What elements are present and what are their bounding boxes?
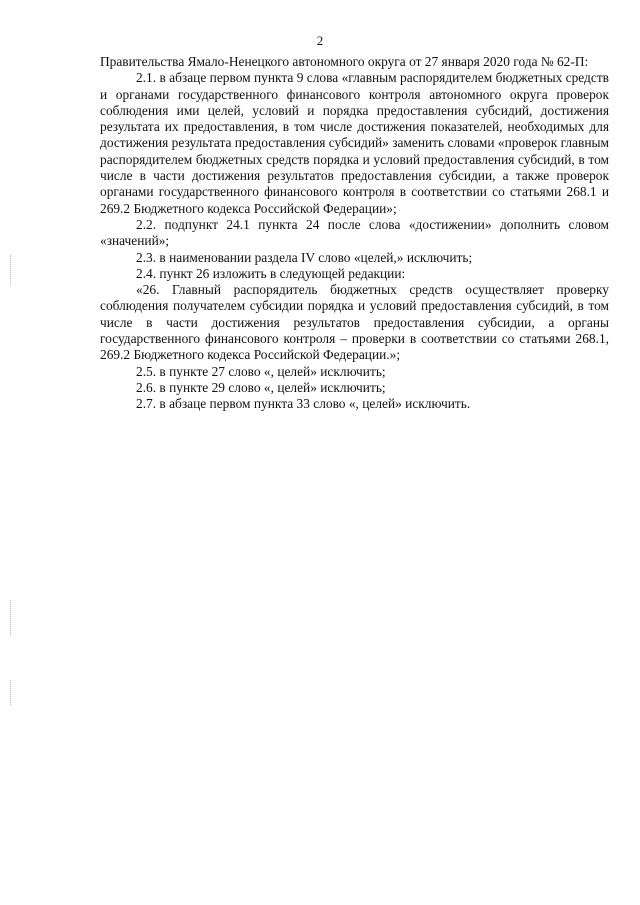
paragraph-item-26-text: «26. Главный распорядитель бюджетных средств осуществляет проверку соблюдения получателем субсидии порядка и условий предоставления субсидий, в том числе в части достижения результатов предоставления субсидии, а органы государственного финансового контроля – проверки в соответствии со статьями 268.1, 269.2 Бюджетного кодекса Российской Федерации.»; xyxy=(100,282,609,363)
paragraph-item-2-1: 2.1. в абзаце первом пункта 9 слова «главным распорядителем бюджетных средств и органами государственного финансового контроля автономного округа проверок соблюдения ими целей, условий и порядка предоставления субсидий, достижения результата их предоставления, в том числе достижения показателей, необходимых для достижения результата предоставления субсидий» заменить словами «проверок главным распорядителем бюджетных средств порядка и условий предоставления субсидий, в том числе в части достижения результатов предоставления субсидии, а также проверок органами государственного финансового контроля в соответствии со статьями 268.1 и 269.2 Бюджетного кодекса Российской Федерации»; xyxy=(100,70,609,216)
scan-margin-mark xyxy=(10,600,12,635)
document-body xyxy=(100,54,609,413)
paragraph-decree-reference: Правительства Ямало-Ненецкого автономного округа от 27 января 2020 года № 62-П: xyxy=(100,54,589,69)
paragraph-item-2-7: 2.7. в абзаце первом пункта 33 слово «, целей» исключить. xyxy=(136,396,471,412)
paragraph-item-2-2: 2.2. подпункт 24.1 пункта 24 после слова «достижении» дополнить словом «значений»; xyxy=(100,216,609,249)
paragraph-item-2-4: 2.4. пункт 26 изложить в следующей редакции: xyxy=(136,265,406,281)
page-number: 2 xyxy=(316,33,324,48)
paragraph-item-2-6: 2.6. в пункте 29 слово «, целей» исключить; xyxy=(136,379,386,395)
paragraph-item-2-3: 2.3. в наименовании раздела IV слово «целей,» исключить; xyxy=(136,249,473,265)
paragraph-item-2-5: 2.5. в пункте 27 слово «, целей» исключить; xyxy=(136,363,386,379)
scan-margin-mark xyxy=(10,255,12,285)
scan-margin-mark xyxy=(10,680,12,705)
